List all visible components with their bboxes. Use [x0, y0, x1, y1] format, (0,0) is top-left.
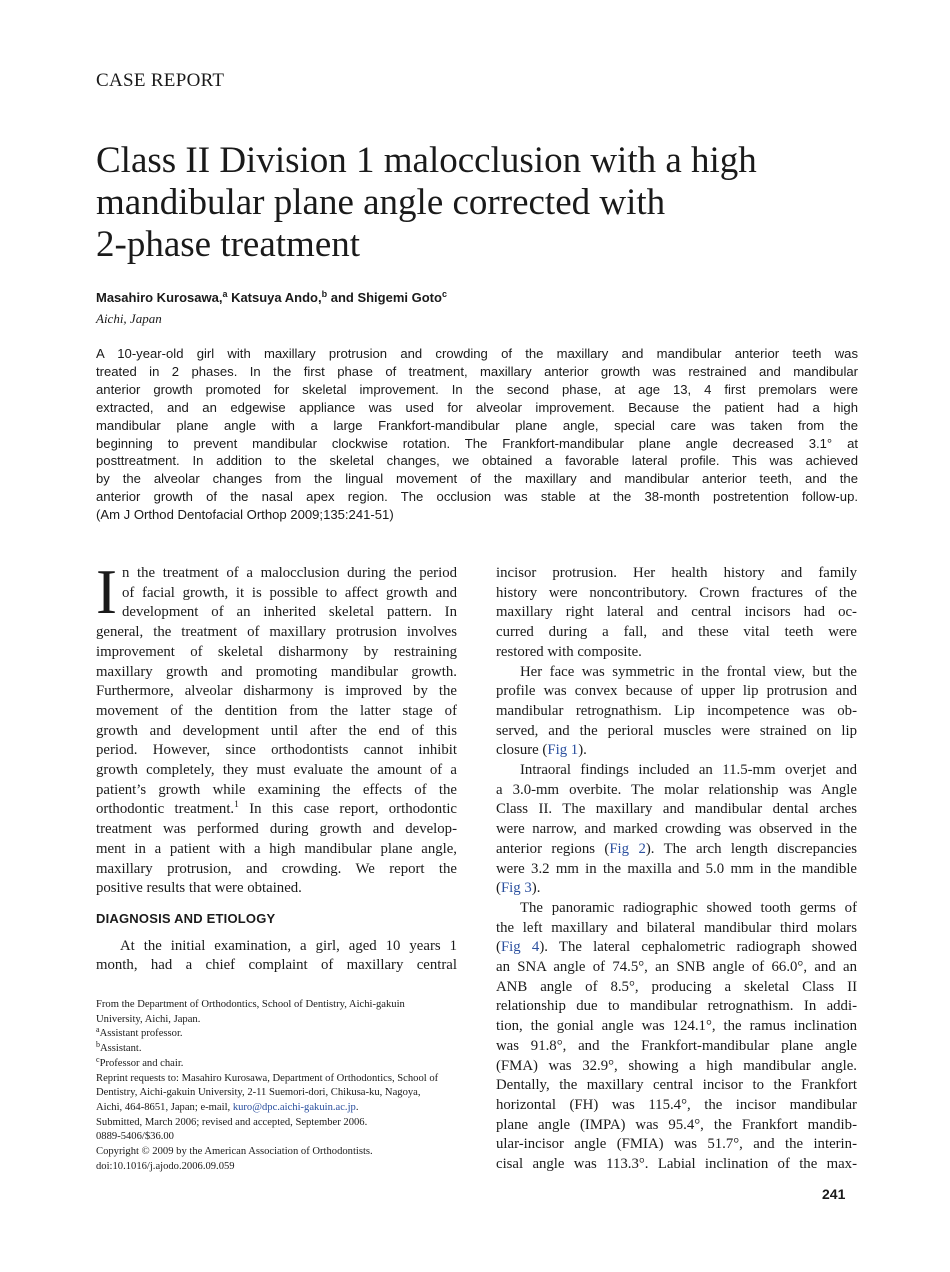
author-affil-marker: a — [222, 289, 228, 299]
footnote-line: Submitted, March 2006; revised and accepted, September 2006. — [96, 1116, 368, 1128]
footnote-text: . — [355, 1101, 359, 1113]
body-line: cisal angle was 113.3°. Labial inclination of the max- — [496, 1156, 857, 1173]
body-line: growth completely, they must evaluate the amount of a — [96, 762, 457, 779]
figure-link[interactable]: Fig 2 — [609, 840, 646, 857]
abstract-line: mandibular plane angle with a large Frankfort-mandibular plane angle, special care was taken from the — [96, 417, 858, 433]
footnote-text: Aichi, 464-8651, Japan; e-mail, — [96, 1101, 233, 1113]
body-line: relationship due to mandibular retrognathism. In addi- — [496, 998, 857, 1015]
footnote-line: doi:10.1016/j.ajodo.2006.09.059 — [96, 1160, 235, 1172]
footnote-line — [96, 1042, 457, 1057]
body-line: month, had a chief complaint of maxillary central — [96, 957, 457, 974]
figure-link[interactable]: Fig 3 — [500, 880, 532, 897]
body-line: n the treatment of a malocclusion during the period — [121, 565, 457, 581]
footnote-text: Assistant professor. — [99, 1028, 183, 1040]
email-link[interactable]: kuro@dpc.aichi-gakuin.ac.jp — [232, 1101, 356, 1113]
body-line: Class II. The maxillary and mandibular dental arches — [496, 801, 857, 818]
body-line — [496, 741, 857, 761]
body-text: ( — [496, 880, 501, 897]
body-line: was 91.8°, and the Frankfort-mandibular plane angle — [496, 1037, 857, 1054]
right-column — [496, 564, 857, 1175]
radiograph-paragraph — [496, 899, 857, 1175]
author-name: and Shigemi Goto — [327, 290, 442, 305]
body-text: In this case report, orthodontic — [238, 801, 457, 818]
body-line: movement of the dentition from the latter stage of — [96, 702, 457, 719]
body-line: a 3.0-mm overbite. The molar relationship was Angle — [496, 781, 857, 798]
section-heading: DIAGNOSIS AND ETIOLOGY — [96, 910, 276, 926]
body-line: patient’s growth while examining the effects of the — [96, 781, 457, 798]
abstract-line: treated in 2 phases. In the first phase of treatment, maxillary anterior growth was restrained and mandibular — [96, 363, 858, 379]
body-line: ular-incisor angle (FMIA) was 51.7°, and the interin- — [496, 1136, 857, 1153]
body-line: Her face was symmetric in the frontal view, but the — [520, 663, 857, 680]
body-line: improvement of skeletal disharmony by restraining — [96, 643, 457, 660]
body-line — [496, 879, 857, 899]
body-text: anterior regions ( — [496, 840, 610, 857]
face-paragraph — [496, 663, 857, 762]
body-line: ANB angle of 8.5°, producing a skeletal Class II — [496, 978, 857, 995]
footnote-marker: a — [96, 1025, 100, 1035]
footnote-line — [96, 1027, 457, 1042]
body-line: restored with composite. — [496, 643, 642, 660]
body-line: mandibular retrognathism. Lip incompetence was ob- — [496, 702, 857, 719]
intraoral-paragraph — [496, 761, 857, 899]
footnote-line: Reprint requests to: Masahiro Kurosawa, Department of Orthodontics, School of — [96, 1072, 439, 1084]
page-number: 241 — [822, 1186, 846, 1202]
body-line: positive results that were obtained. — [96, 880, 302, 897]
footnote-line: From the Department of Orthodontics, School of Dentistry, Aichi-gakuin — [96, 999, 405, 1010]
body-line: general, the treatment of maxillary protrusion involves — [96, 624, 457, 641]
title-line: mandibular plane angle corrected with — [96, 182, 666, 223]
body-line: maxillary protrusion, and crowding. We report the — [96, 860, 457, 877]
article-title — [96, 140, 876, 266]
abstract-line: by the alveolar changes from the lingual movement of the maxillary and mandibular anterior teeth, and the — [96, 471, 858, 487]
abstract-line: A 10-year-old girl with maxillary protrusion and crowding of the maxillary and mandibular anterior teeth was — [96, 346, 858, 361]
footnote-line: Copyright © 2009 by the American Association of Orthodontists. — [96, 1146, 373, 1158]
body-line: treatment was performed during growth and develop- — [96, 821, 457, 838]
body-line: plane angle (IMPA) was 95.4°, the Frankfort mandib- — [496, 1116, 857, 1133]
abstract-line: anterior growth promoted for skeletal improvement. In the second phase, at age 13, 4 first premolars were — [96, 381, 858, 397]
body-line — [96, 800, 457, 820]
body-line: profile was convex because of upper lip protrusion and — [496, 683, 857, 700]
author-name: Masahiro Kurosawa, — [96, 290, 223, 305]
body-line: maxillary growth and promoting mandibular growth. — [96, 663, 457, 680]
body-line: The panoramic radiographic showed tooth germs of — [520, 899, 857, 916]
body-line: of facial growth, it is possible to affect growth and — [121, 584, 457, 601]
body-text: ( — [496, 939, 501, 956]
figure-link[interactable]: Fig 1 — [547, 742, 579, 759]
body-line: curred during a fall, and these vital teeth were — [496, 624, 857, 641]
abstract-line: extracted, and an edgewise appliance was used for alveolar improvement. Because the patient had a high — [96, 399, 858, 415]
footnote-line: Dentistry, Aichi-gakuin University, 2-11 Suemori-dori, Chikusa-ku, Nagoya, — [96, 1087, 421, 1099]
body-line: tion, the gonial angle was 124.1°, the ramus inclination — [496, 1018, 857, 1035]
body-line: Intraoral findings included an 11.5-mm overjet and — [520, 762, 857, 779]
abstract-line: posttreatment. In addition to the skeletal changes, we obtained a favorable lateral profile. This was achieved — [96, 453, 858, 469]
abstract-citation: (Am J Orthod Dentofacial Orthop 2009;135:241-51) — [96, 507, 394, 523]
abstract-line: beginning to prevent mandibular clockwise rotation. The Frankfort-mandibular plane angle decreased 3.1° at — [96, 435, 858, 451]
footnote-marker: c — [96, 1054, 100, 1064]
footnote-text: Professor and chair. — [99, 1057, 184, 1069]
body-text: ). — [578, 742, 587, 759]
body-line: At the initial examination, a girl, aged 10 years 1 — [120, 937, 457, 954]
title-line: 2-phase treatment — [96, 224, 361, 265]
body-line: an SNA angle of 74.5°, an SNB angle of 66.0°, and an — [496, 959, 857, 976]
author-name: Katsuya Ando, — [227, 290, 322, 305]
footnote-line: 0889-5406/$36.00 — [96, 1131, 174, 1143]
body-line — [496, 938, 857, 958]
diagnosis-paragraph — [96, 937, 457, 976]
figure-link[interactable]: Fig 4 — [500, 939, 540, 956]
title-line: Class II Division 1 malocclusion with a high — [96, 140, 757, 181]
body-text: ). The lateral cephalometric radiograph showed — [539, 939, 857, 956]
footnote-line — [96, 1054, 457, 1072]
body-line: were 3.2 mm in the maxilla and 5.0 mm in the mandible — [496, 860, 857, 877]
body-line: period. However, since orthodontists cannot inhibit — [96, 742, 457, 759]
reference-superscript[interactable]: 1 — [234, 800, 239, 811]
intro-paragraph — [96, 557, 457, 899]
body-line: incisor protrusion. Her health history and family — [496, 565, 857, 581]
body-line: history were noncontributory. Crown fractures of the — [496, 584, 857, 601]
body-line: (FMA) was 32.9°, showing a high mandibular angle. — [496, 1057, 857, 1074]
body-line: were narrow, and marked crowding was observed in the — [496, 821, 857, 838]
body-line: horizontal (FH) was 115.4°, the incisor mandibular — [496, 1096, 857, 1113]
drop-cap: I — [96, 557, 117, 627]
body-text: ). — [531, 880, 541, 897]
body-line: growth and development until after the end of this — [96, 722, 457, 739]
footnote-text: Assistant. — [100, 1043, 142, 1055]
history-paragraph — [496, 564, 857, 663]
body-line — [496, 840, 857, 860]
body-line: Furthermore, alveolar disharmony is improved by the — [96, 683, 457, 700]
footnote-line — [96, 1101, 457, 1116]
body-line: ment in a patient with a high mandibular plane angle, — [96, 840, 457, 857]
body-text: closure ( — [496, 742, 548, 759]
body-text: orthodontic treatment. — [96, 801, 235, 818]
footnotes — [96, 998, 457, 1174]
section-label: CASE REPORT — [96, 70, 225, 91]
body-line: maxillary right lateral and central incisors had oc- — [496, 604, 857, 621]
author-affiliation: Aichi, Japan — [96, 311, 162, 326]
body-line: the left maxillary and bilateral mandibular third molars — [496, 919, 857, 936]
footnote-line: University, Aichi, Japan. — [96, 1013, 201, 1025]
body-line: Dentally, the maxillary central incisor to the Frankfort — [496, 1077, 857, 1094]
abstract — [96, 345, 858, 524]
abstract-line: anterior growth of the nasal apex region. The occlusion was stable at the 38-month postretention follow-up. — [96, 489, 858, 505]
author-list — [96, 290, 447, 305]
body-line: development of an inherited skeletal pattern. In — [121, 604, 457, 621]
body-text: ). The arch length discrepancies — [645, 840, 857, 857]
footnote-marker: b — [96, 1040, 100, 1050]
author-affil-marker: c — [441, 289, 447, 299]
author-affil-marker: b — [321, 289, 328, 299]
left-column — [96, 557, 457, 976]
body-line: served, and the perioral muscles were strained on lip — [496, 722, 857, 739]
